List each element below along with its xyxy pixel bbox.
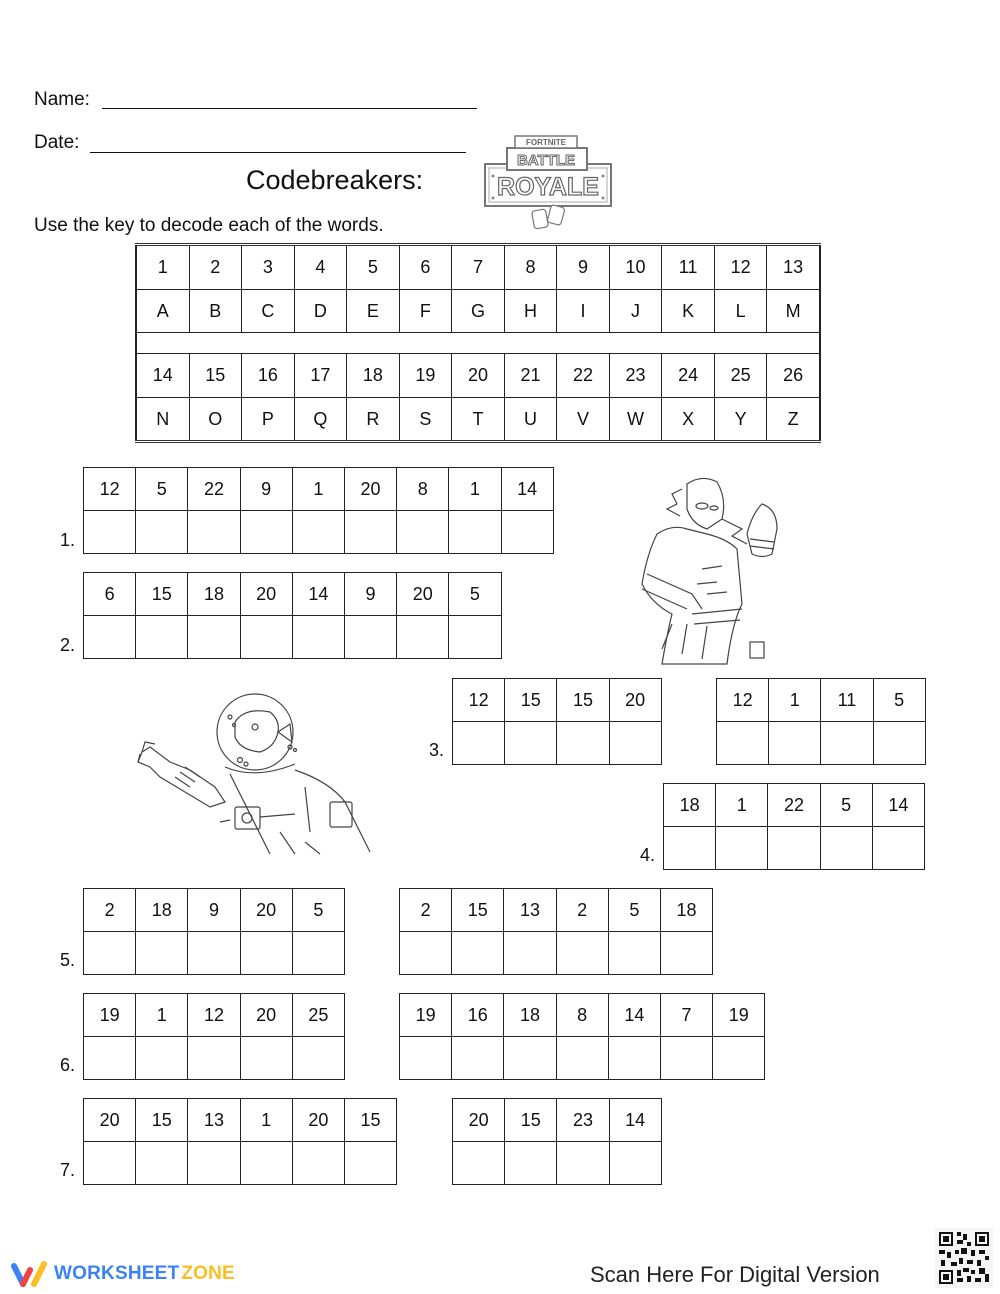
code-number-cell: 20	[293, 1099, 345, 1142]
code-number-cell: 2	[400, 889, 452, 932]
answer-letter-box[interactable]	[769, 722, 821, 765]
answer-letter-box[interactable]	[293, 1142, 345, 1185]
puzzle-number-label: 6.	[60, 1055, 76, 1075]
code-number-cell: 15	[136, 573, 188, 616]
code-number-cell: 5	[609, 889, 661, 932]
key-cell: 21	[505, 354, 558, 397]
code-number-cell: 13	[188, 1099, 240, 1142]
code-number-cell: 20	[241, 889, 293, 932]
answer-letter-box[interactable]	[84, 616, 136, 659]
worksheetzone-logo[interactable]	[10, 1260, 235, 1288]
puzzle-number-label: 2.	[60, 635, 76, 655]
puzzle-4-word-1-grid	[663, 783, 925, 870]
key-cell: I	[557, 290, 610, 332]
scan-text: Scan Here For Digital Version	[590, 1262, 880, 1287]
answer-letter-box[interactable]	[241, 1037, 293, 1080]
key-cell: 11	[662, 246, 715, 289]
answer-letter-box[interactable]	[609, 932, 661, 975]
answer-letter-box[interactable]	[504, 1037, 556, 1080]
code-number-cell: 18	[664, 784, 716, 827]
code-number-cell: 18	[188, 573, 240, 616]
key-cell: 15	[190, 354, 243, 397]
answer-letter-box[interactable]	[873, 827, 925, 870]
svg-text:ROYALE: ROYALE	[497, 173, 599, 201]
code-number-cell: 16	[452, 994, 504, 1037]
code-number-cell: 15	[452, 889, 504, 932]
answer-letter-box[interactable]	[188, 1142, 240, 1185]
key-cell: N	[137, 398, 190, 440]
answer-letter-box[interactable]	[293, 511, 345, 554]
code-number-cell: 15	[505, 679, 557, 722]
code-number-cell: 2	[84, 889, 136, 932]
key-cell: J	[610, 290, 663, 332]
code-number-cell: 20	[345, 468, 397, 511]
answer-letter-box[interactable]	[241, 1142, 293, 1185]
answer-letter-box[interactable]	[345, 511, 397, 554]
key-cell: B	[190, 290, 243, 332]
key-row-letters-1	[135, 289, 821, 332]
code-number-cell: 5	[874, 679, 926, 722]
answer-letter-box[interactable]	[504, 932, 556, 975]
code-number-cell: 18	[136, 889, 188, 932]
puzzle-number-label: 1.	[60, 530, 76, 550]
key-cell: 13	[783, 257, 804, 277]
key-spacer-row	[135, 332, 821, 354]
code-number-cell: 1	[449, 468, 501, 511]
answer-letter-box[interactable]	[241, 932, 293, 975]
puzzle-3-word-1-grid	[452, 678, 662, 765]
key-cell: 25	[715, 354, 768, 397]
key-cell: 22	[557, 354, 610, 397]
key-cell: Y	[715, 398, 768, 440]
puzzle-5-word-2-grid	[399, 888, 713, 975]
key-cell: Z	[787, 408, 799, 429]
answer-letter-box[interactable]	[241, 511, 293, 554]
key-cell: 9	[557, 246, 610, 289]
code-number-cell: 18	[661, 889, 713, 932]
answer-letter-box[interactable]	[557, 932, 609, 975]
code-number-cell: 19	[400, 994, 452, 1037]
code-number-cell: 18	[504, 994, 556, 1037]
answer-letter-box[interactable]	[505, 722, 557, 765]
key-cell: 7	[452, 246, 505, 289]
answer-letter-box[interactable]	[84, 932, 136, 975]
puzzle-3-word-2-grid	[716, 678, 926, 765]
code-number-cell: 1	[716, 784, 768, 827]
answer-letter-box[interactable]	[557, 1037, 609, 1080]
key-cell: 20	[452, 354, 505, 397]
answer-letter-box[interactable]	[84, 1037, 136, 1080]
code-number-cell: 15	[505, 1099, 557, 1142]
answer-letter-box[interactable]	[453, 722, 505, 765]
brand-worksheet: WORKSHEET	[54, 1263, 180, 1284]
astronaut-fish-character-illustration	[130, 692, 380, 857]
answer-letter-box[interactable]	[293, 932, 345, 975]
key-cell: 23	[610, 354, 663, 397]
answer-letter-box[interactable]	[716, 827, 768, 870]
key-cell: 8	[505, 246, 558, 289]
instruction-text: Use the key to decode each of the words.	[34, 215, 384, 236]
key-cell: W	[610, 398, 663, 440]
code-number-cell: 6	[84, 573, 136, 616]
key-cell: T	[452, 398, 505, 440]
puzzle-5-word-1-grid	[83, 888, 345, 975]
code-number-cell: 8	[397, 468, 449, 511]
code-number-cell: 2	[557, 889, 609, 932]
answer-letter-box[interactable]	[293, 1037, 345, 1080]
code-number-cell: 14	[609, 994, 661, 1037]
code-number-cell: 9	[241, 468, 293, 511]
code-number-cell: 19	[84, 994, 136, 1037]
answer-letter-box[interactable]	[452, 1037, 504, 1080]
brand-zone: ZONE	[181, 1263, 235, 1284]
key-cell: 5	[347, 246, 400, 289]
code-number-cell: 9	[188, 889, 240, 932]
key-cell: L	[715, 290, 768, 332]
code-number-cell: 7	[661, 994, 713, 1037]
answer-letter-box[interactable]	[345, 1142, 397, 1185]
puzzle-number-label: 4.	[640, 845, 656, 865]
code-number-cell: 20	[84, 1099, 136, 1142]
code-number-cell: 12	[84, 468, 136, 511]
key-cell: 4	[295, 246, 348, 289]
answer-letter-box[interactable]	[717, 722, 769, 765]
worksheetzone-icon	[10, 1260, 48, 1288]
key-cell: 1	[137, 246, 190, 289]
answer-letter-box[interactable]	[664, 827, 716, 870]
key-row-numbers-1	[135, 246, 821, 289]
key-cell: E	[347, 290, 400, 332]
svg-text:FORTNITE: FORTNITE	[526, 138, 566, 147]
code-number-cell: 22	[768, 784, 820, 827]
answer-letter-box[interactable]	[821, 722, 873, 765]
answer-letter-box[interactable]	[502, 511, 554, 554]
key-cell: 17	[295, 354, 348, 397]
answer-letter-box[interactable]	[610, 722, 662, 765]
code-number-cell: 5	[449, 573, 501, 616]
answer-letter-box[interactable]	[453, 1142, 505, 1185]
code-number-cell: 12	[453, 679, 505, 722]
answer-letter-box[interactable]	[400, 932, 452, 975]
hooded-character-illustration	[632, 474, 782, 666]
code-number-cell: 25	[293, 994, 345, 1037]
answer-letter-box[interactable]	[452, 932, 504, 975]
code-number-cell: 13	[504, 889, 556, 932]
key-cell: M	[785, 300, 801, 321]
key-cell: 19	[400, 354, 453, 397]
code-number-cell: 5	[293, 889, 345, 932]
key-cell: A	[137, 290, 190, 332]
svg-text:BATTLE: BATTLE	[516, 152, 576, 169]
puzzle-7-word-2-grid	[452, 1098, 662, 1185]
answer-letter-box[interactable]	[449, 616, 501, 659]
key-cell: F	[400, 290, 453, 332]
answer-letter-box[interactable]	[557, 1142, 609, 1185]
key-cell: X	[662, 398, 715, 440]
answer-letter-box[interactable]	[397, 511, 449, 554]
answer-letter-box[interactable]	[609, 1037, 661, 1080]
key-cell: Q	[295, 398, 348, 440]
answer-letter-box[interactable]	[136, 511, 188, 554]
answer-letter-box[interactable]	[557, 722, 609, 765]
code-number-cell: 15	[136, 1099, 188, 1142]
answer-letter-box[interactable]	[136, 1142, 188, 1185]
answer-letter-box[interactable]	[136, 1037, 188, 1080]
key-cell: V	[557, 398, 610, 440]
key-cell: G	[452, 290, 505, 332]
answer-letter-box[interactable]	[188, 616, 240, 659]
code-number-cell: 20	[610, 679, 662, 722]
decoder-key-table	[135, 243, 821, 443]
answer-letter-box[interactable]	[84, 1142, 136, 1185]
key-cell: 14	[137, 354, 190, 397]
answer-letter-box[interactable]	[136, 616, 188, 659]
answer-letter-box[interactable]	[188, 511, 240, 554]
code-number-cell: 5	[136, 468, 188, 511]
code-number-cell: 20	[453, 1099, 505, 1142]
answer-letter-box[interactable]	[713, 1037, 765, 1080]
date-label: Date:	[34, 132, 80, 153]
key-cell: 6	[400, 246, 453, 289]
key-cell: H	[505, 290, 558, 332]
answer-letter-box[interactable]	[188, 1037, 240, 1080]
code-number-cell: 11	[821, 679, 873, 722]
code-number-cell: 1	[769, 679, 821, 722]
qr-code-icon[interactable]	[935, 1228, 993, 1288]
code-number-cell: 20	[241, 994, 293, 1037]
key-row-letters-2	[135, 397, 821, 440]
answer-letter-box[interactable]	[610, 1142, 662, 1185]
code-number-cell: 5	[821, 784, 873, 827]
page-title: Codebreakers:	[246, 165, 424, 195]
answer-letter-box[interactable]	[188, 932, 240, 975]
code-number-cell: 20	[241, 573, 293, 616]
key-cell: O	[190, 398, 243, 440]
answer-letter-box[interactable]	[661, 932, 713, 975]
code-number-cell: 12	[188, 994, 240, 1037]
code-number-cell: 1	[293, 468, 345, 511]
key-cell: 2	[190, 246, 243, 289]
key-row-numbers-2	[135, 354, 821, 397]
code-number-cell: 14	[502, 468, 554, 511]
key-cell: 16	[242, 354, 295, 397]
code-number-cell: 20	[397, 573, 449, 616]
key-cell: D	[295, 290, 348, 332]
key-cell: 18	[347, 354, 400, 397]
answer-letter-box[interactable]	[293, 616, 345, 659]
puzzle-7-word-1-grid	[83, 1098, 397, 1185]
code-number-cell: 14	[610, 1099, 662, 1142]
key-cell: C	[242, 290, 295, 332]
code-number-cell: 15	[557, 679, 609, 722]
key-cell: U	[505, 398, 558, 440]
name-field-line[interactable]	[102, 88, 477, 109]
code-number-cell: 1	[136, 994, 188, 1037]
code-number-cell: 14	[873, 784, 925, 827]
key-cell: S	[400, 398, 453, 440]
code-number-cell: 8	[557, 994, 609, 1037]
answer-letter-box[interactable]	[768, 827, 820, 870]
puzzle-2-word-1-grid	[83, 572, 502, 659]
key-cell: 24	[662, 354, 715, 397]
answer-letter-box[interactable]	[821, 827, 873, 870]
answer-letter-box[interactable]	[505, 1142, 557, 1185]
answer-letter-box[interactable]	[400, 1037, 452, 1080]
answer-letter-box[interactable]	[345, 616, 397, 659]
answer-letter-box[interactable]	[136, 932, 188, 975]
puzzle-number-label: 7.	[60, 1160, 76, 1180]
puzzle-number-label: 5.	[60, 950, 76, 970]
answer-letter-box[interactable]	[241, 616, 293, 659]
key-cell: 3	[242, 246, 295, 289]
date-field-line[interactable]	[90, 132, 466, 153]
code-number-cell: 15	[345, 1099, 397, 1142]
key-cell: P	[242, 398, 295, 440]
key-cell: K	[662, 290, 715, 332]
fortnite-logo	[483, 134, 613, 232]
code-number-cell: 12	[717, 679, 769, 722]
key-cell: 12	[715, 246, 768, 289]
answer-letter-box[interactable]	[397, 616, 449, 659]
puzzle-number-label: 3.	[429, 740, 445, 760]
puzzle-6-word-1-grid	[83, 993, 345, 1080]
puzzle-1-word-1-grid	[83, 467, 554, 554]
answer-letter-box[interactable]	[449, 511, 501, 554]
code-number-cell: 23	[557, 1099, 609, 1142]
name-label: Name:	[34, 89, 90, 110]
key-cell: R	[347, 398, 400, 440]
answer-letter-box[interactable]	[84, 511, 136, 554]
code-number-cell: 14	[293, 573, 345, 616]
answer-letter-box[interactable]	[874, 722, 926, 765]
code-number-cell: 1	[241, 1099, 293, 1142]
key-cell: 10	[610, 246, 663, 289]
key-cell: 26	[783, 365, 804, 385]
code-number-cell: 22	[188, 468, 240, 511]
answer-letter-box[interactable]	[661, 1037, 713, 1080]
code-number-cell: 9	[345, 573, 397, 616]
puzzle-6-word-2-grid	[399, 993, 765, 1080]
code-number-cell: 19	[713, 994, 765, 1037]
